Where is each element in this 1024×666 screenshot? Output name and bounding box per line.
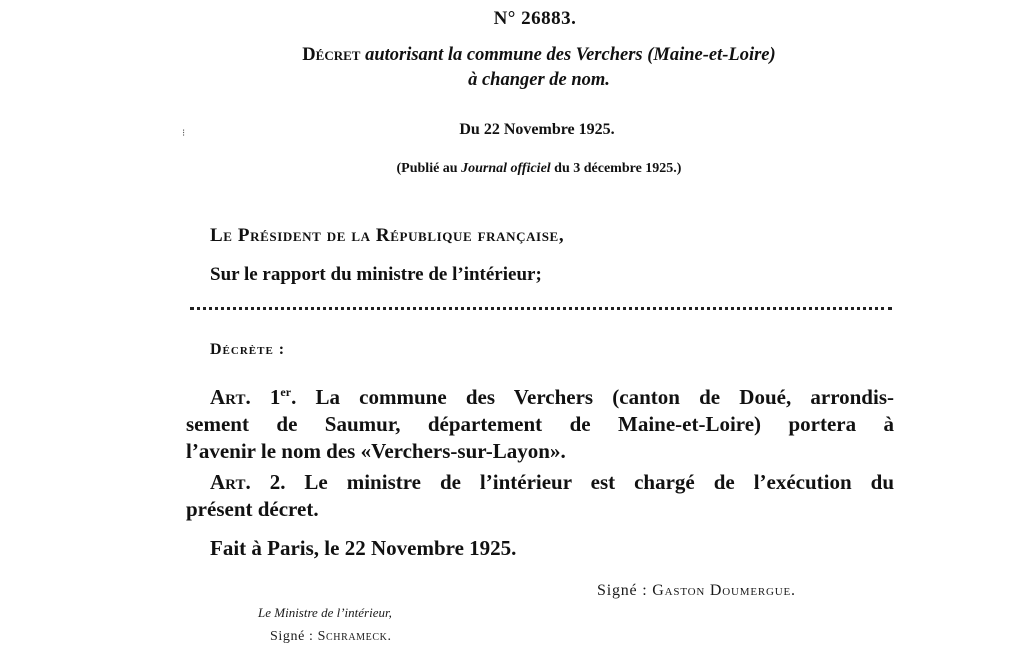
- president-signature: [597, 582, 796, 600]
- article-2-label: Art. 2.: [210, 470, 286, 494]
- decrete-heading: Décrète :: [210, 341, 286, 358]
- journal-officiel: Journal officiel: [461, 161, 551, 176]
- president-name: Gaston Doumergue.: [652, 582, 796, 599]
- dotted-divider: [190, 296, 892, 310]
- minister-title: Le Ministre de l’intérieur,: [258, 605, 392, 620]
- president-heading: Le Président de la République française,: [210, 225, 565, 246]
- article-1-label: Art. 1: [210, 385, 281, 409]
- margin-mark: ⁝: [182, 128, 186, 139]
- publication-note-open: (Publié au: [396, 161, 462, 176]
- decree-title-prefix: Décret: [302, 45, 361, 65]
- rapport-line: Sur le rapport du ministre de l’intérieur;: [210, 264, 542, 285]
- article-2-line-2: présent décret.: [186, 497, 319, 521]
- decree-title-line-2: à changer de nom.: [468, 70, 610, 90]
- minister-signature: [270, 629, 392, 645]
- article-1-text-1: . La commune des Verchers (canton de Doué, arrondis-: [291, 385, 894, 409]
- publication-note: [0, 161, 1024, 177]
- decree-title-rest: autorisant la commune des Verchers (Maine-et-Loire): [360, 45, 776, 65]
- article-2-text-1: Le ministre de l’intérieur est chargé de l’exécution du: [285, 470, 894, 494]
- minister-name: Schrameck.: [317, 629, 392, 644]
- article-2: [186, 469, 894, 523]
- article-1-line-2: sement de Saumur, département de Maine-et-Loire) portera à: [186, 412, 894, 436]
- decree-date: Du 22 Novembre 1925.: [459, 121, 615, 138]
- decree-number: N° 26883.: [493, 8, 577, 29]
- article-1-superscript: er: [280, 385, 292, 399]
- article-1-line-3: l’avenir le nom des «Verchers-sur-Layon».: [186, 439, 566, 463]
- article-2-line-1: [186, 469, 894, 496]
- publication-note-close: du 3 décembre 1925.): [550, 161, 682, 176]
- article-1: [186, 379, 894, 465]
- article-1-line-1: [186, 379, 894, 411]
- decree-title-line-1: [0, 45, 1024, 66]
- minister-signe-label: Signé :: [270, 629, 318, 644]
- president-signe-label: Signé :: [597, 582, 653, 599]
- fait-line: Fait à Paris, le 22 Novembre 1925.: [210, 536, 517, 560]
